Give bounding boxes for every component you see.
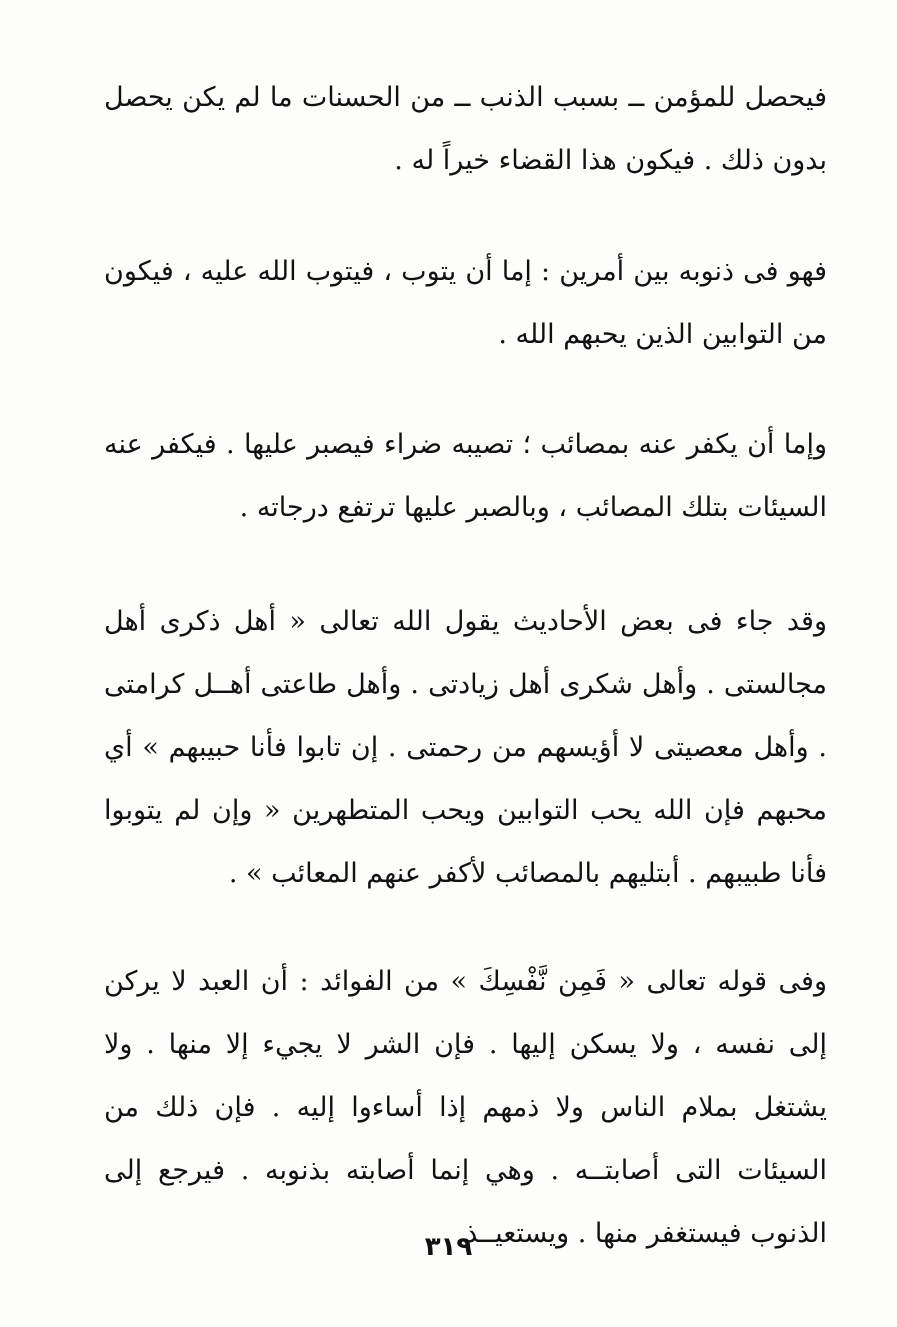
paragraph-4: وقد جاء فى بعض الأحاديث يقول الله تعالى « أهل ذكرى أهل مجالستى . وأهل شكرى أهل زيادتى . وأهل طاعتى أهــل كرامتى . وأهل معصيتى لا أؤيسهم من رحمتى . إن تابوا فأنا حبيبهم » أي محبهم فإن الله يحب التوابين ويحب المتطهرين « وإن لم يتوبوا فأنا طبيبهم . أبتليهم بالمصائب لأكفر عنهم المعائب » . [104, 606, 827, 889]
page-number: ٣١٩ [424, 1232, 473, 1262]
paragraph-1: فيحصل للمؤمن ــ بسبب الذنب ــ من الحسنات ما لم يكن يحصل بدون ذلك . فيكون هذا القضاء خيراً له . [104, 82, 827, 176]
paragraph-5: وفى قوله تعالى « فَمِن نَّفْسِكَ » من الفوائد : أن العبد لا يركن إلى نفسه ، ولا يسكن إليها . فإن الشر لا يجيء إلا منها . ولا يشتغل بملام الناس ولا ذمهم إذا أساءوا إليه . فإن ذلك من السيئات التى أصابتــه . وهي إنما أصابته بذنوبه . فيرجع إلى الذنوب فيستغفر منها . ويستعيــذ [104, 966, 827, 1249]
paragraph-2: فهو فى ذنوبه بين أمرين : إما أن يتوب ، فيتوب الله عليه ، فيكون من التوابين الذين يحبهم الله . [104, 256, 827, 350]
paragraph-3: وإما أن يكفر عنه بمصائب ؛ تصيبه ضراء فيصبر عليها . فيكفر عنه السيئات بتلك المصائب ، وبالصبر عليها ترتفع درجاته . [104, 429, 827, 523]
